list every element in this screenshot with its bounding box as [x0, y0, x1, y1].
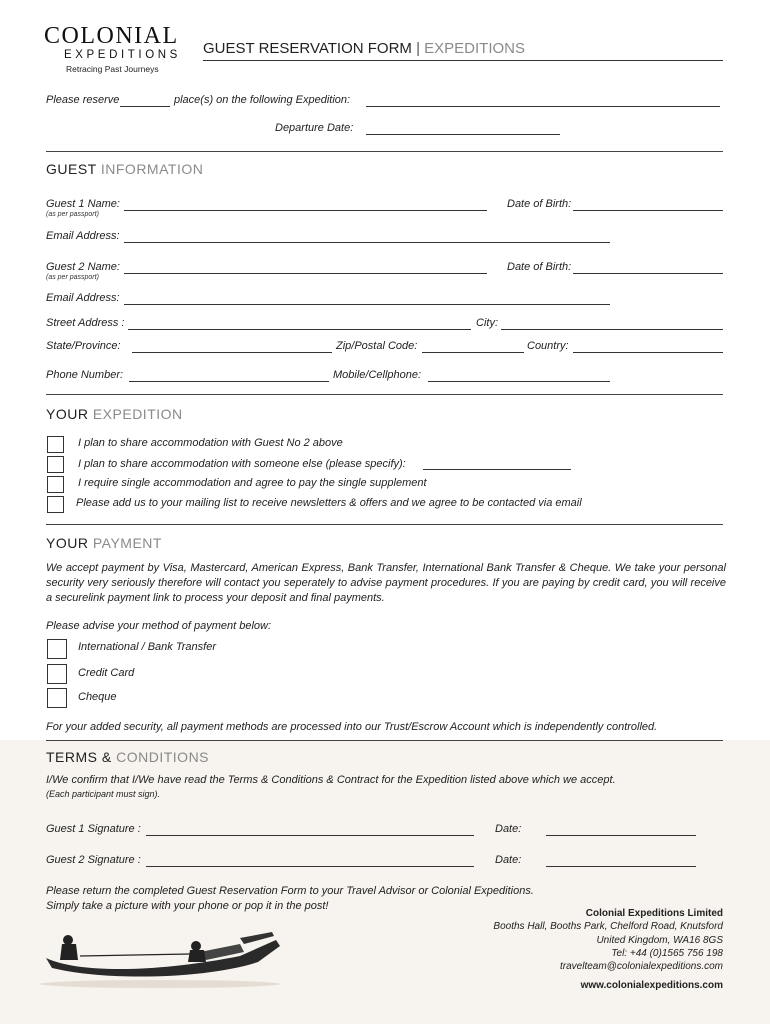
guest2-passport-note: (as per passport): [46, 274, 99, 281]
guest1-name-label: Guest 1 Name:: [46, 198, 120, 210]
guest2-sign-date-field[interactable]: [546, 866, 696, 867]
boatman-body: [60, 944, 78, 960]
logo-tagline: Retracing Past Journeys: [66, 64, 159, 74]
payment-security-note: For your added security, all payment methods are processed into our Trust/Escrow Account which is independently controlled.: [46, 721, 658, 733]
country-field[interactable]: [573, 352, 723, 353]
divider: [46, 394, 723, 395]
divider: [46, 524, 723, 525]
share-other-label: I plan to share accommodation with someone else (please specify):: [78, 458, 406, 470]
terms-confirm-text: I/We confirm that I/We have read the Terms & Conditions & Contract for the Expedition listed above which we accept.: [46, 774, 616, 786]
title-underline: [203, 60, 723, 61]
guest2-name-field[interactable]: [124, 273, 487, 274]
boat-prow: [240, 932, 274, 944]
guest1-sign-date-field[interactable]: [546, 835, 696, 836]
boatman-head: [63, 935, 73, 945]
guest1-name-field[interactable]: [124, 210, 487, 211]
payment-advise-label: Please advise your method of payment below:: [46, 620, 272, 632]
state-label: State/Province:: [46, 340, 121, 352]
guest1-signature-label: Guest 1 Signature :: [46, 823, 141, 835]
passenger-head: [191, 941, 201, 951]
zip-label: Zip/Postal Code:: [336, 340, 418, 352]
phone-field[interactable]: [129, 381, 329, 382]
logo-sub: EXPEDITIONS: [64, 49, 181, 61]
bank-transfer-checkbox[interactable]: [47, 639, 67, 659]
guest2-dob-field[interactable]: [573, 273, 723, 274]
title-separator: |: [411, 40, 425, 57]
company-website[interactable]: www.colonialexpeditions.com: [580, 980, 723, 991]
logo-name: COLONIAL: [44, 23, 179, 49]
company-logo: [44, 24, 184, 76]
guest2-email-field[interactable]: [124, 304, 610, 305]
guest2-dob-label: Date of Birth:: [507, 261, 572, 273]
company-telephone: Tel: +44 (0)1565 756 198: [611, 948, 723, 959]
guest1-dob-label: Date of Birth:: [507, 198, 572, 210]
payment-intro: We accept payment by Visa, Mastercard, American Express, Bank Transfer, International Bank Transfer & Cheque. We take your personal security very seriously therefore will contact you seperately to advise payment procedures. If you are paying by credit card, you will receive a securelink payment link to process your deposit and final payments.: [46, 562, 726, 604]
departure-date-field[interactable]: [366, 134, 560, 135]
passenger-body: [188, 950, 206, 962]
payment-heading: YOUR PAYMENT: [46, 535, 162, 551]
places-count-field[interactable]: [120, 106, 170, 107]
street-address-label: Street Address :: [46, 317, 125, 329]
guest1-signature-field[interactable]: [146, 835, 474, 836]
guest1-email-label: Email Address:: [46, 230, 120, 242]
share-guest2-label: I plan to share accommodation with Guest No 2 above: [78, 437, 343, 449]
guest-information-heading: GUEST INFORMATION: [46, 161, 204, 177]
company-email[interactable]: travelteam@colonialexpeditions.com: [559, 961, 723, 972]
mobile-label: Mobile/Cellphone:: [333, 369, 422, 381]
please-reserve-label: Please reserve: [46, 94, 120, 106]
mailing-list-label: Please add us to your mailing list to receive newsletters & offers and we agree to be contacted via email: [76, 497, 582, 509]
boat-illustration: [40, 926, 290, 996]
cheque-checkbox[interactable]: [47, 688, 67, 708]
guest2-email-label: Email Address:: [46, 292, 120, 304]
expedition-name-field[interactable]: [366, 106, 720, 107]
share-guest2-checkbox[interactable]: [47, 436, 64, 453]
return-instructions: Please return the completed Guest Reservation Form to your Travel Advisor or Colonial Expeditions.: [46, 885, 534, 897]
guest1-dob-field[interactable]: [573, 210, 723, 211]
street-address-field[interactable]: [128, 329, 471, 330]
cheque-label: Cheque: [78, 691, 117, 703]
guest2-signature-label: Guest 2 Signature :: [46, 854, 141, 866]
share-other-checkbox[interactable]: [47, 456, 64, 473]
boat-hull: [46, 940, 280, 977]
divider: [46, 740, 723, 741]
guest2-sign-date-label: Date:: [495, 854, 522, 866]
company-address-line2: United Kingdom, WA16 8GS: [596, 935, 723, 946]
title-accent: EXPEDITIONS: [424, 40, 526, 57]
credit-card-checkbox[interactable]: [47, 664, 67, 684]
city-field[interactable]: [501, 329, 723, 330]
company-address-line1: Booths Hall, Booths Park, Chelford Road, Knutsford: [493, 921, 723, 932]
water-reflection: [40, 980, 280, 988]
terms-each-participant: (Each participant must sign).: [46, 789, 161, 799]
guest2-name-label: Guest 2 Name:: [46, 261, 120, 273]
places-label: place(s) on the following Expedition:: [174, 94, 351, 106]
mobile-field[interactable]: [428, 381, 610, 382]
picture-instructions: Simply take a picture with your phone or pop it in the post!: [46, 900, 329, 912]
departure-date-label: Departure Date:: [275, 122, 354, 134]
divider: [46, 151, 723, 152]
title-main: GUEST RESERVATION FORM: [203, 40, 412, 57]
single-accommodation-checkbox[interactable]: [47, 476, 64, 493]
credit-card-label: Credit Card: [78, 667, 135, 679]
oar: [80, 954, 190, 956]
bank-transfer-label: International / Bank Transfer: [78, 641, 216, 653]
single-accommodation-label: I require single accommodation and agree to pay the single supplement: [78, 477, 427, 489]
country-label: Country:: [527, 340, 569, 352]
page-title: [203, 40, 525, 57]
guest1-email-field[interactable]: [124, 242, 610, 243]
city-label: City:: [476, 317, 498, 329]
state-field[interactable]: [132, 352, 332, 353]
share-other-specify-field[interactable]: [423, 469, 571, 470]
company-name: Colonial Expeditions Limited: [585, 908, 723, 919]
zip-field[interactable]: [422, 352, 524, 353]
guest1-passport-note: (as per passport): [46, 211, 99, 218]
terms-heading: TERMS & CONDITIONS: [46, 749, 210, 765]
guest2-signature-field[interactable]: [146, 866, 474, 867]
mailing-list-checkbox[interactable]: [47, 496, 64, 513]
phone-label: Phone Number:: [46, 369, 124, 381]
guest1-sign-date-label: Date:: [495, 823, 522, 835]
expedition-heading: YOUR EXPEDITION: [46, 406, 183, 422]
